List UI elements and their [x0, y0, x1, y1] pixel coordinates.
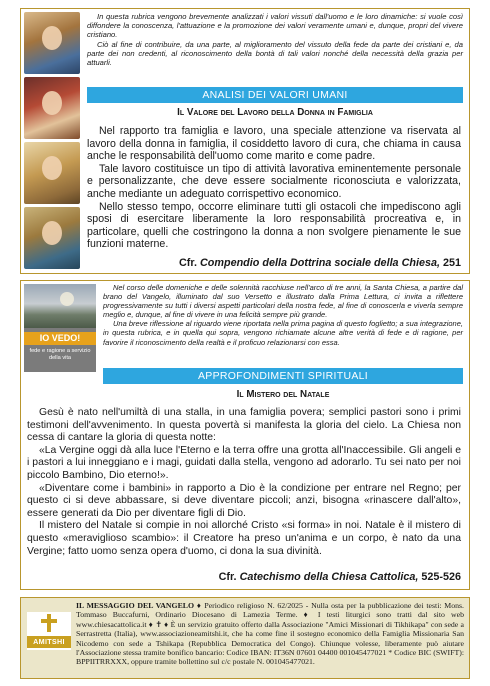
logo-subtitle: fede e ragione a servizio della vita: [29, 348, 91, 361]
cross-icon: [41, 614, 57, 632]
amitshi-logo: [27, 612, 71, 650]
footer-text: [76, 601, 464, 667]
intro-paragraph: In questa rubrica vengono brevemente analizzati i valori vissuti dall'uomo e le loro dinamiche: si vuole così diffondere la conoscenza, l'attuazione e la promozione dei valori veramente umani e, dunque, propri del vivere cristiano.: [87, 12, 463, 40]
footer-box: [20, 597, 470, 679]
portrait-strip: [24, 12, 80, 272]
logo-text: AMITSHI: [27, 636, 71, 648]
spiritual-section: [20, 280, 470, 590]
io-vedo-logo: [24, 284, 96, 372]
body-paragraph: Nello stesso tempo, occorre eliminare tutti gli ostacoli che impediscono agli sposi di esercitare liberamente la loro responsabilità procreativa e, in particolare, quelli che costringono la donna a non svolgere pienamente le sue funzioni materne.: [87, 200, 461, 251]
logo-title: IO VEDO!: [24, 332, 96, 345]
citation-prefix: Cfr.: [218, 571, 240, 583]
section-intro: [103, 283, 463, 347]
article-body: [87, 125, 461, 251]
citation-prefix: Cfr.: [178, 257, 200, 269]
intro-paragraph: Nel corso delle domeniche e delle solennità racchiuse nell'arco di tre anni, la Santa Chiesa, a partire dal brano del Vangelo, illuminato dal suo Versetto e illustrato dalla Prima Lettura, ci invita a riflettere progressivamente su tutti i diversi aspetti particolari della nostra fede, al fine di conoscerla e viverla sempre meglio e, dunque, al fine di vivere in una felicità sempre più grande.: [103, 283, 463, 320]
article-title: Il Valore del Lavoro della Donna in Famiglia: [177, 107, 373, 118]
citation-ref: 251: [439, 257, 461, 269]
landscape-image: [24, 284, 96, 328]
article-body: [27, 407, 461, 558]
citation: [219, 571, 461, 583]
section-intro: [87, 12, 463, 67]
masthead: IL MESSAGGIO DEL VANGELO: [76, 601, 195, 610]
article-title: Il Mistero del Natale: [236, 389, 330, 400]
body-paragraph: «La Vergine oggi dà alla luce l'Eterno e la terra offre una grotta all'Inaccessibile. Gli angeli e i pastori a lui inneggiano e i magi, guidati dalla stella, vengono ad adorarlo. Tu sei nato per noi piccolo Bambino, Dio eterno!».: [27, 444, 461, 481]
citation-title: Catechismo della Chiesa Cattolica,: [239, 571, 419, 583]
body-paragraph: Il mistero del Natale si compie in noi allorché Cristo «si forma» in noi. Natale è il mistero di questo «meraviglioso scambio»: il Creatore ha preso un'anima e un corpo, è nato da una Vergine; fatto uomo senza opera d'uomo, ci dona la sua divinità.: [27, 520, 461, 557]
citation-title: Compendio della Dottrina sociale della Chiesa,: [199, 257, 440, 269]
body-paragraph: Gesù è nato nell'umiltà di una stalla, in una famiglia povera; semplici pastori sono i primi testimoni dell'avvenimento. In questa povertà si manifesta la gloria del cielo. La Chiesa non cessa di cantare la gloria di questa notte:: [27, 407, 461, 444]
values-section: [20, 8, 470, 274]
body-paragraph: Nel rapporto tra famiglia e lavoro, una speciale attenzione va riservata al lavoro della donna in famiglia, il cosiddetto lavoro di cura, che chiama in causa anche le responsabilità dell'uomo come marito e come padre.: [87, 125, 461, 163]
citation-ref: 525-526: [418, 571, 461, 583]
body-paragraph: Tale lavoro costituisce un tipo di attività lavorativa eminentemente personale e personalizzante, che deve essere socialmente riconosciuta e valorizzata, anche mediante un adeguato corrispettivo economico.: [87, 162, 461, 200]
section-banner: APPROFONDIMENTI SPIRITUALI: [103, 368, 463, 384]
footer-body: ♦ Periodico religioso N. 62/2025 - Nulla osta per la pubblicazione dei testi: Mons. Tommaso Buccafurni, Ordinario Diocesano di Lamezia Terme. ♦ I testi liturgici sono tratti dal sito web www.chiesacattolica.it ♦ ✝ ♦ È un servizio gratuito offerto dalla Associazione "Amici Missionari di Tikhikapa" con sede a Serrastretta (Italia), www.associazioneamitshi.it, che ha come fine il sostegno economico della Famiglia Missionaria San Nicodemo con sede a Tshikapa (Repubblica Democratica del Congo). Chiunque volesse, liberamente può aiutare l'Associazione stessa tramite bonifico bancario: Codice IBAN: IT36N 07601 04400 001045477021 * Codice BIC (SWIFT): BPPIITRRXXX, oppure tramite bollettino sul c/c postale N. 001045477021.: [76, 601, 464, 667]
intro-paragraph: Una breve riflessione al riguardo viene riportata nella prima pagina di questo foglietto; a sua integrazione, in questa rubrica, e in quella qui sopra, vengono richiamate alcune altre verità di fede e di ragione, per favorire il riconoscimento della realtà e il proficuo relazionarsi con essa.: [103, 319, 463, 347]
section-banner: ANALISI DEI VALORI UMANI: [87, 87, 463, 103]
body-paragraph: «Diventare come i bambini» in rapporto a Dio è la condizione per entrare nel Regno; per questo ci si deve abbassare, si deve diventare piccoli; anzi, bisogna «rinascere dall'alto», essere generati da Dio per diventare figli di Dio.: [27, 482, 461, 519]
woman-portrait-image: [24, 142, 80, 204]
woman-portrait-image: [24, 207, 80, 269]
intro-paragraph: Ciò al fine di contribuire, da una parte, al miglioramento del vissuto della fede da parte dei cristiani e, da parte dei non credenti, al riconoscimento della bontà di tali valori nonché della necessità della grazia per attuarli.: [87, 39, 463, 68]
woman-portrait-image: [24, 77, 80, 139]
woman-portrait-image: [24, 12, 80, 74]
citation: [179, 257, 461, 269]
